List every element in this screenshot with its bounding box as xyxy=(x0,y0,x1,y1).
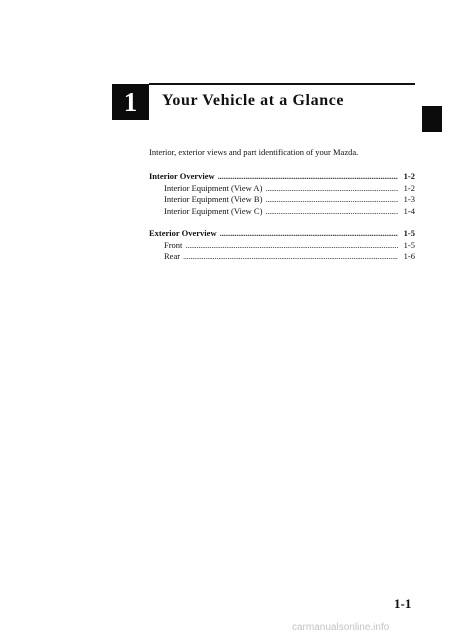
toc-leader-dots xyxy=(265,183,398,195)
watermark: carmanualsonline.info xyxy=(292,622,390,633)
toc-page-ref: 1-3 xyxy=(403,194,415,204)
toc-leader-dots xyxy=(265,206,398,218)
toc-entry-label: Interior Equipment (View C) xyxy=(164,205,263,216)
chapter-intro: Interior, exterior views and part identification of your Mazda. xyxy=(149,147,359,157)
toc-entry-label: Interior Equipment (View B) xyxy=(164,194,263,204)
toc-heading-label: Interior Overview xyxy=(149,171,215,181)
toc-page-ref: 1-5 xyxy=(403,228,415,238)
toc-page-ref: 1-6 xyxy=(403,251,415,261)
chapter-number-box xyxy=(112,84,149,120)
toc-leader-dots xyxy=(218,171,398,183)
toc-entry[interactable] xyxy=(149,183,415,195)
toc-page-ref: 1-2 xyxy=(403,182,415,193)
toc-entry[interactable] xyxy=(149,206,415,218)
toc-leader-dots xyxy=(183,251,398,263)
toc-page-ref: 1-4 xyxy=(403,205,415,216)
toc-leader-dots xyxy=(265,194,398,206)
chapter-title-rule xyxy=(149,83,415,85)
chapter-number: 1 xyxy=(123,86,138,117)
toc-section-heading[interactable] xyxy=(149,171,415,183)
toc-entry-label: Interior Equipment (View A) xyxy=(164,182,263,193)
chapter-title: Your Vehicle at a Glance xyxy=(162,92,345,109)
toc-entry[interactable] xyxy=(149,240,415,252)
toc-section-interior xyxy=(149,171,415,217)
toc-section-heading[interactable] xyxy=(149,228,415,240)
toc-entry-label: Rear xyxy=(164,251,181,261)
toc-entry[interactable] xyxy=(149,251,415,263)
toc-leader-dots xyxy=(185,240,398,252)
toc-entry[interactable] xyxy=(149,194,415,206)
toc-page-ref: 1-5 xyxy=(403,239,415,250)
chapter-side-tab xyxy=(422,106,442,132)
toc-page-ref: 1-2 xyxy=(403,171,415,181)
toc-heading-label: Exterior Overview xyxy=(149,228,217,238)
toc-leader-dots xyxy=(220,228,398,240)
page-number: 1-1 xyxy=(394,596,412,611)
toc-section-exterior xyxy=(149,228,415,263)
toc-entry-label: Front xyxy=(164,239,183,250)
